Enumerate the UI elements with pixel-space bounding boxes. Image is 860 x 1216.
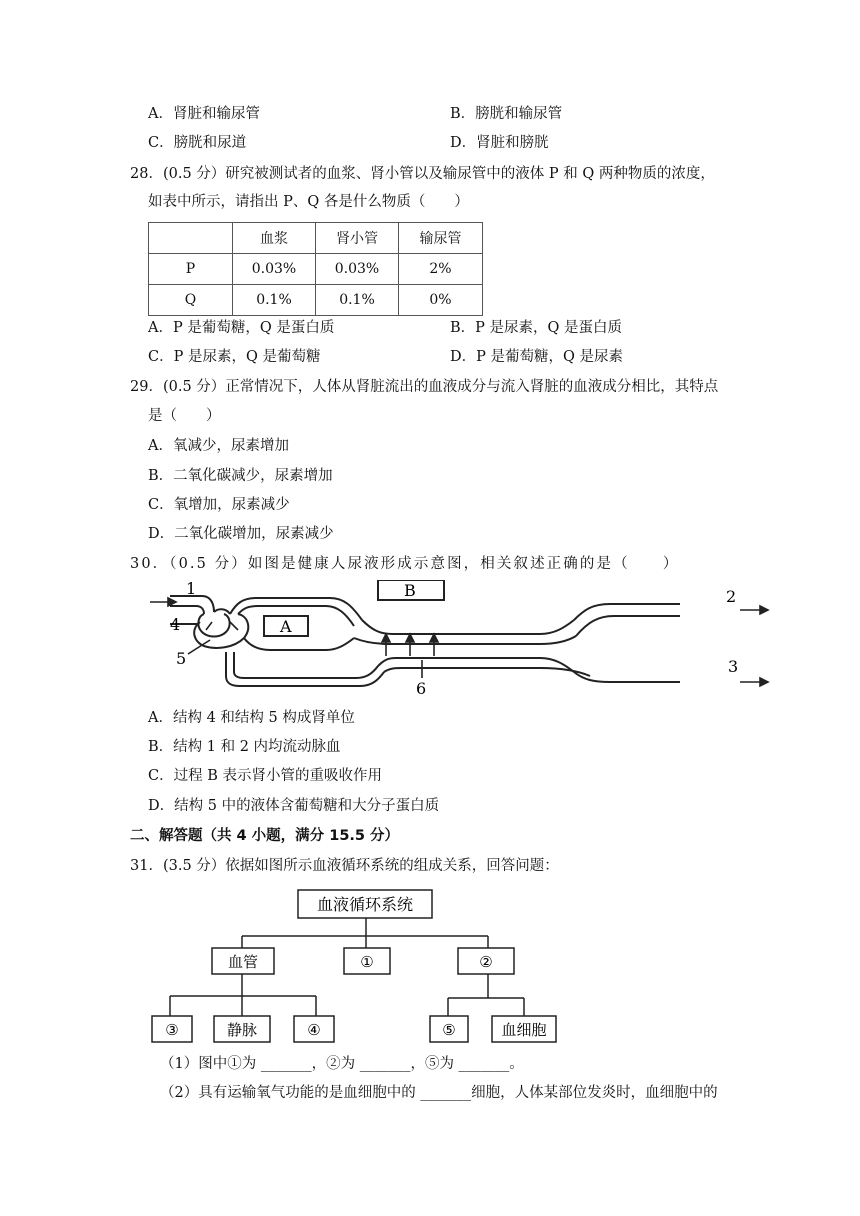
q27-option-b: B．膀胱和输尿管 (450, 106, 563, 122)
node-1-label: ① (360, 953, 374, 971)
q29-option-c: C．氧增加，尿素减少 (148, 497, 290, 513)
table-cell: 2% (399, 254, 483, 285)
label-a: A (280, 617, 292, 636)
q27-option-d: D．肾脏和膀胱 (450, 135, 549, 151)
table-header-row (149, 223, 483, 254)
label-2: 2 (726, 587, 737, 606)
node-root-label: 血液循环系统 (316, 895, 414, 914)
node-4-label: ④ (307, 1021, 321, 1039)
q29-option-a: A．氧减少，尿素增加 (148, 438, 289, 454)
node-vein-label: 静脉 (226, 1021, 258, 1039)
q28-option-b: B．P 是尿素，Q 是蛋白质 (450, 320, 623, 336)
q28-option-c: C．P 是尿素，Q 是葡萄糖 (148, 349, 321, 365)
table-cell: 0% (399, 285, 483, 316)
table-header-cell (149, 223, 233, 254)
concentration-table (148, 222, 483, 316)
q30-stem: 30．（0.5 分）如图是健康人尿液形成示意图，相关叙述正确的是（ ） (130, 556, 680, 572)
table-cell: 0.03% (233, 254, 316, 285)
label-3: 3 (728, 657, 739, 676)
q31-stem: 31．(3.5 分）依据如图所示血液循环系统的组成关系，回答问题： (130, 858, 559, 874)
node-2-label: ② (479, 953, 493, 971)
circulatory-system-tree (150, 886, 610, 1046)
node-3-label: ③ (165, 1021, 179, 1039)
table-cell: 0.1% (316, 285, 399, 316)
q29-option-b: B．二氧化碳减少，尿素增加 (148, 468, 333, 484)
table-cell: 0.03% (316, 254, 399, 285)
node-blood-cell-label: 血细胞 (501, 1021, 547, 1039)
table-row (149, 285, 483, 316)
q28-option-a: A．P 是葡萄糖，Q 是蛋白质 (148, 320, 335, 336)
q27-option-a: A．肾脏和输尿管 (148, 106, 260, 122)
q30-option-b: B．结构 1 和 2 内均流动脉血 (148, 739, 341, 755)
q30-option-c: C．过程 B 表示肾小管的重吸收作用 (148, 768, 382, 784)
section-heading: 二、解答题（共 4 小题，满分 15.5 分） (130, 828, 400, 844)
table-cell: 0.1% (233, 285, 316, 316)
q30-option-d: D．结构 5 中的液体含葡萄糖和大分子蛋白质 (148, 798, 440, 814)
label-b: B (404, 581, 416, 600)
q28-stem-line1: 28．(0.5 分）研究被测试者的血浆、肾小管以及输尿管中的液体 P 和 Q 两种物质的浓度， (130, 166, 715, 182)
q27-option-c: C．膀胱和尿道 (148, 135, 247, 151)
q29-stem-line2: 是（ ） (148, 408, 221, 424)
table-cell: P (149, 254, 233, 285)
q29-stem-line1: 29．(0.5 分）正常情况下，人体从肾脏流出的血液成分与流入肾脏的血液成分相比，其特点 (130, 379, 719, 395)
label-5: 5 (176, 649, 187, 668)
node-5-label: ⑤ (442, 1021, 456, 1039)
table-header-cell: 输尿管 (399, 223, 483, 254)
table-cell: Q (149, 285, 233, 316)
q31-subquestion-1: （1）图中①为 _______，②为 _______，⑤为 _______。 (160, 1056, 524, 1072)
label-1: 1 (186, 580, 197, 598)
table-header-cell: 肾小管 (316, 223, 399, 254)
q28-option-d: D．P 是葡萄糖，Q 是尿素 (450, 349, 623, 365)
table-header-cell: 血浆 (233, 223, 316, 254)
node-vessels-label: 血管 (227, 953, 259, 971)
table-row (149, 254, 483, 285)
label-4: 4 (170, 615, 181, 634)
label-6: 6 (416, 679, 427, 698)
q30-option-a: A．结构 4 和结构 5 构成肾单位 (148, 710, 355, 726)
q31-subquestion-2: （2）具有运输氧气功能的是血细胞中的 _______细胞，人体某部位发炎时，血细胞中的 (160, 1085, 718, 1101)
urine-formation-diagram (140, 580, 800, 700)
q29-option-d: D．二氧化碳增加，尿素减少 (148, 526, 334, 542)
q28-stem-line2: 如表中所示，请指出 P、Q 各是什么物质（ ） (148, 194, 469, 210)
